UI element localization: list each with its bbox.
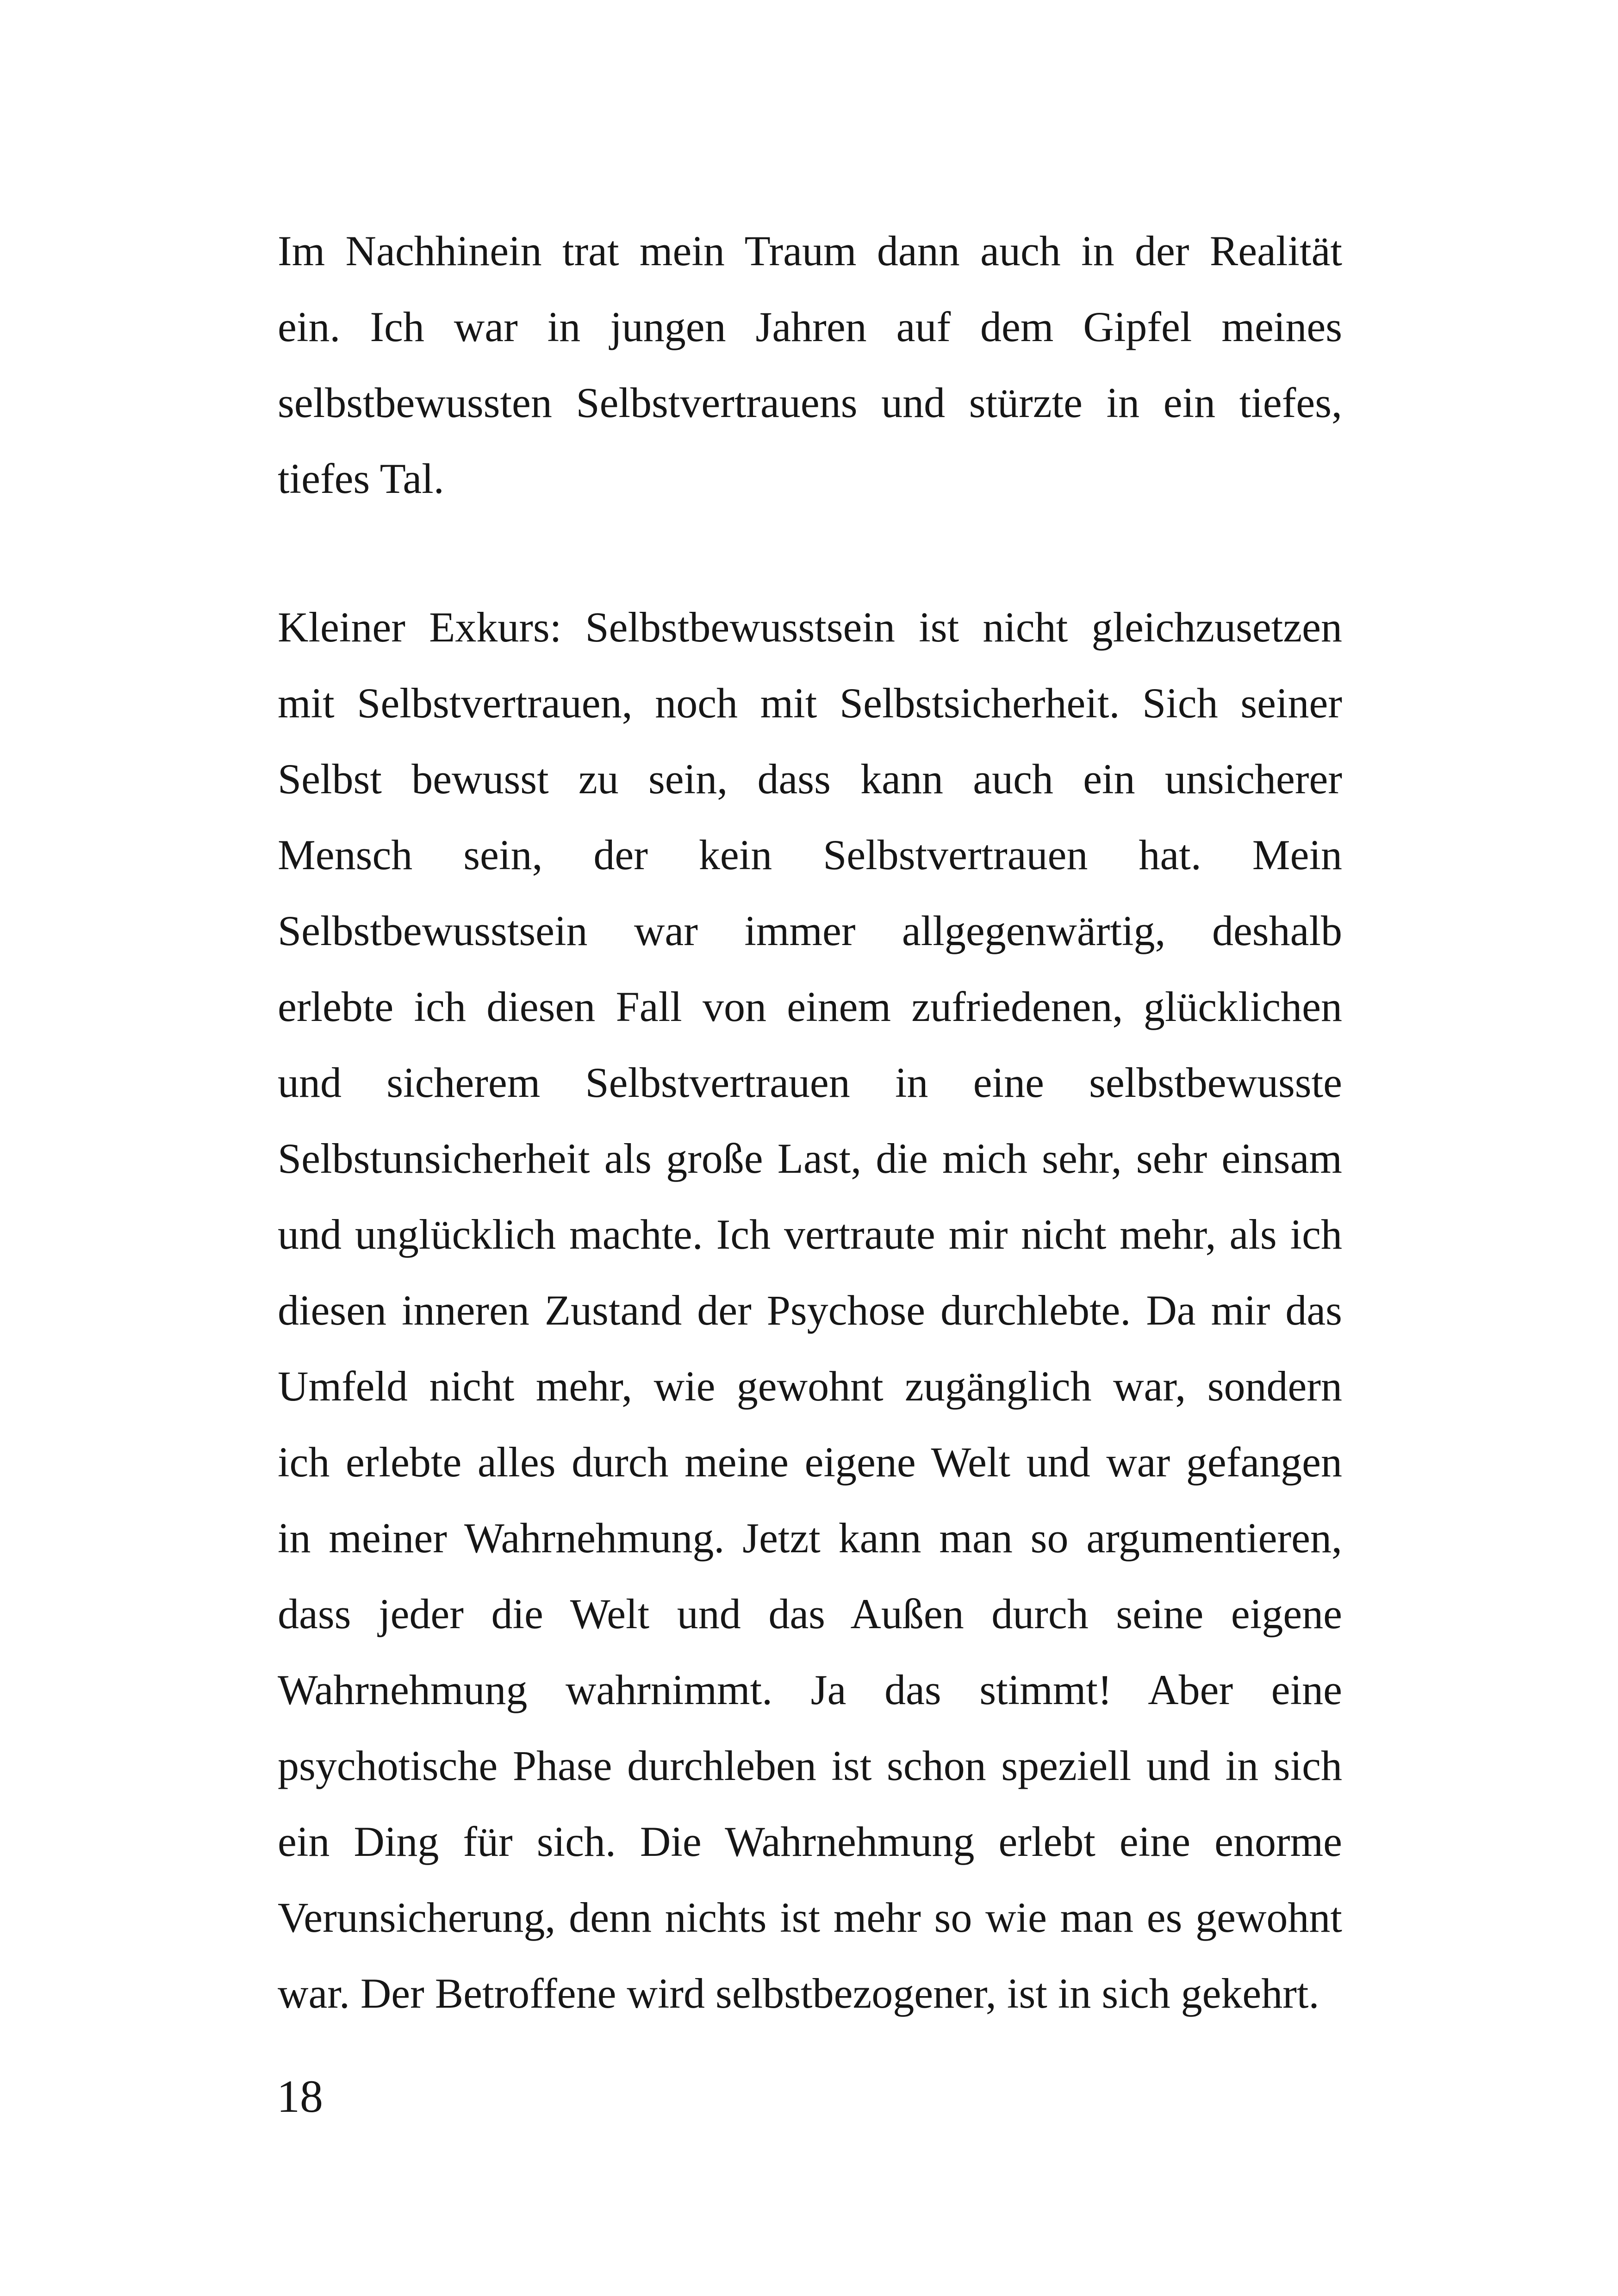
- text-line: psychotische Phase durchleben ist schon speziell und in sich: [278, 1742, 1342, 1789]
- text-line: erlebte ich diesen Fall von einem zufriedenen, glücklichen: [278, 983, 1342, 1030]
- text-line: Mensch sein, der kein Selbstvertrauen hat. Mein: [278, 831, 1342, 878]
- text-line: Selbst bewusst zu sein, dass kann auch ein unsicherer: [278, 755, 1342, 803]
- text-line: Kleiner Exkurs: Selbstbewusstsein ist nicht gleichzusetzen: [278, 604, 1342, 651]
- text-line: Im Nachhinein trat mein Traum dann auch in der Realität: [278, 227, 1342, 274]
- text-line: selbstbewussten Selbstvertrauens und stürzte in ein tiefes,: [278, 379, 1342, 426]
- text-line: war. Der Betroffene wird selbstbezogener, ist in sich gekehrt.: [278, 1970, 1319, 2017]
- text-line: dass jeder die Welt und das Außen durch seine eigene: [278, 1590, 1342, 1637]
- text-line: und unglücklich machte. Ich vertraute mir nicht mehr, als ich: [278, 1211, 1342, 1258]
- text-line: in meiner Wahrnehmung. Jetzt kann man so argumentieren,: [278, 1514, 1342, 1562]
- text-line: Selbstunsicherheit als große Last, die mich sehr, sehr einsam: [278, 1135, 1342, 1182]
- text-line: ein Ding für sich. Die Wahrnehmung erlebt eine enorme: [278, 1818, 1342, 1865]
- text-line: diesen inneren Zustand der Psychose durchlebte. Da mir das: [278, 1287, 1342, 1334]
- text-line: Umfeld nicht mehr, wie gewohnt zugänglich war, sondern: [278, 1363, 1342, 1410]
- text-line: Selbstbewusstsein war immer allgegenwärtig, deshalb: [278, 907, 1342, 954]
- text-line: tiefes Tal.: [278, 455, 444, 502]
- text-line: ein. Ich war in jungen Jahren auf dem Gipfel meines: [278, 303, 1342, 350]
- paragraph-2: [278, 589, 1342, 2031]
- page-number: 18: [277, 2071, 323, 2122]
- paragraph-1: [278, 213, 1342, 516]
- text-line: Verunsicherung, denn nichts ist mehr so wie man es gewohnt: [278, 1894, 1342, 1941]
- text-line: mit Selbstvertrauen, noch mit Selbstsicherheit. Sich seiner: [278, 679, 1342, 727]
- text-line: Wahrnehmung wahrnimmt. Ja das stimmt! Aber eine: [278, 1666, 1342, 1713]
- text-line: und sicherem Selbstvertrauen in eine selbstbewusste: [278, 1059, 1342, 1106]
- text-line: ich erlebte alles durch meine eigene Welt und war gefangen: [278, 1438, 1342, 1486]
